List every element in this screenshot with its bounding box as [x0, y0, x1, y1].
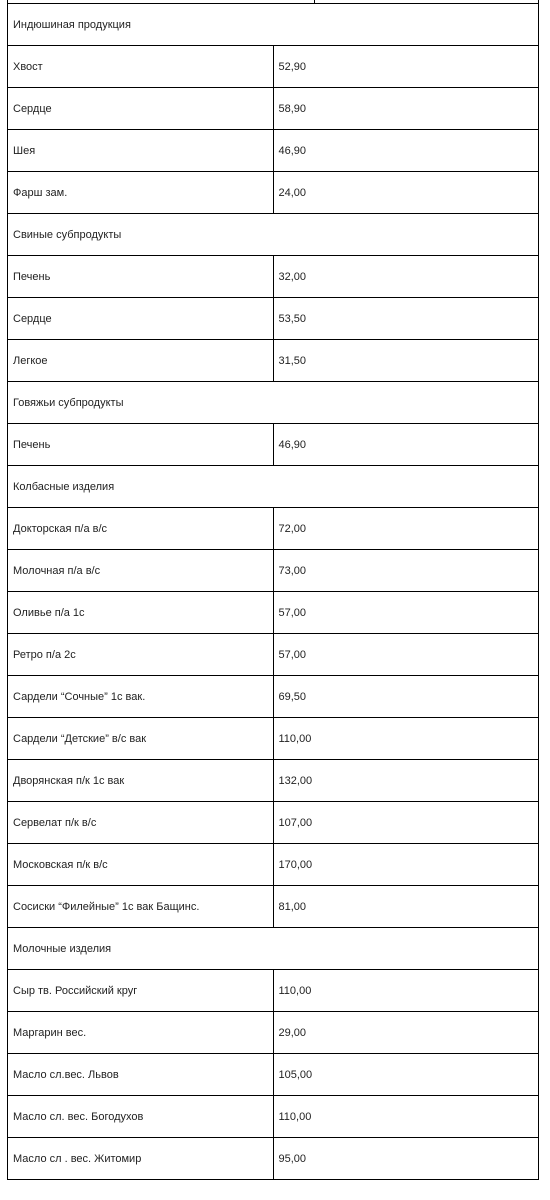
product-name-cell: Сосиски “Филейные” 1с вак Бащинс. — [8, 886, 274, 928]
product-price-cell: 52,90 — [273, 46, 539, 88]
section-header-row — [8, 382, 539, 424]
table-row — [8, 802, 539, 844]
table-row — [8, 970, 539, 1012]
section-header-row — [8, 466, 539, 508]
section-header-row — [8, 214, 539, 256]
section-title: Индюшиная продукция — [8, 4, 539, 46]
product-name-cell: Печень — [8, 424, 274, 466]
product-price-cell: 46,90 — [273, 130, 539, 172]
table-row — [8, 88, 539, 130]
section-title: Говяжьи субпродукты — [8, 382, 539, 424]
table-row — [8, 1054, 539, 1096]
table-row — [8, 256, 539, 298]
product-name-cell: Сервелат п/к в/с — [8, 802, 274, 844]
section-header-row — [8, 928, 539, 970]
table-row — [8, 550, 539, 592]
product-price-cell: 24,00 — [273, 172, 539, 214]
table-row — [8, 634, 539, 676]
product-name-cell: Сердце — [8, 298, 274, 340]
product-name-cell: Шея — [8, 130, 274, 172]
product-price-cell: 31,50 — [273, 340, 539, 382]
table-row — [8, 1096, 539, 1138]
product-price-cell: 46,90 — [273, 424, 539, 466]
product-price-cell: 58,90 — [273, 88, 539, 130]
table-row — [8, 172, 539, 214]
table-row — [8, 592, 539, 634]
product-name-cell: Фарш зам. — [8, 172, 274, 214]
table-row — [8, 340, 539, 382]
product-price-cell: 32,00 — [273, 256, 539, 298]
product-price-cell: 170,00 — [273, 844, 539, 886]
table-row — [8, 1138, 539, 1180]
product-price-cell: 53,50 — [273, 298, 539, 340]
product-name-cell: Московская п/к в/с — [8, 844, 274, 886]
product-name-cell: Докторская п/а в/с — [8, 508, 274, 550]
product-price-cell: 95,00 — [273, 1138, 539, 1180]
product-name-cell: Маргарин вес. — [8, 1012, 274, 1054]
product-price-cell: 73,00 — [273, 550, 539, 592]
table-row — [8, 844, 539, 886]
product-name-cell: Сердце — [8, 88, 274, 130]
table-row — [8, 718, 539, 760]
product-name-cell: Хвост — [8, 46, 274, 88]
product-name-cell: Сардели “Детские” в/с вак — [8, 718, 274, 760]
section-title: Молочные изделия — [8, 928, 539, 970]
product-name-cell: Масло сл . вес. Житомир — [8, 1138, 274, 1180]
section-header-row — [8, 4, 539, 46]
product-price-cell: 110,00 — [273, 970, 539, 1012]
table-row — [8, 424, 539, 466]
product-name-cell: Масло сл. вес. Богодухов — [8, 1096, 274, 1138]
price-table-body — [8, 4, 539, 1180]
table-row — [8, 130, 539, 172]
product-price-cell: 110,00 — [273, 718, 539, 760]
section-title: Свиные субпродукты — [8, 214, 539, 256]
table-row — [8, 298, 539, 340]
product-name-cell: Легкое — [8, 340, 274, 382]
table-row — [8, 46, 539, 88]
table-row — [8, 676, 539, 718]
product-name-cell: Печень — [8, 256, 274, 298]
product-price-cell: 110,00 — [273, 1096, 539, 1138]
table-row — [8, 1012, 539, 1054]
table-row — [8, 508, 539, 550]
product-price-cell: 57,00 — [273, 592, 539, 634]
product-name-cell: Сардели “Сочные” 1с вак. — [8, 676, 274, 718]
section-title: Колбасные изделия — [8, 466, 539, 508]
product-price-cell: 81,00 — [273, 886, 539, 928]
product-name-cell: Сыр тв. Российский круг — [8, 970, 274, 1012]
product-price-cell: 29,00 — [273, 1012, 539, 1054]
table-row — [8, 886, 539, 928]
table-row — [8, 760, 539, 802]
product-name-cell: Масло сл.вес. Львов — [8, 1054, 274, 1096]
price-table — [7, 3, 539, 1180]
product-price-cell: 132,00 — [273, 760, 539, 802]
product-price-cell: 105,00 — [273, 1054, 539, 1096]
product-name-cell: Ретро п/а 2с — [8, 634, 274, 676]
product-name-cell: Дворянская п/к 1с вак — [8, 760, 274, 802]
product-name-cell: Молочная п/а в/с — [8, 550, 274, 592]
product-price-cell: 69,50 — [273, 676, 539, 718]
product-name-cell: Оливье п/а 1с — [8, 592, 274, 634]
product-price-cell: 57,00 — [273, 634, 539, 676]
product-price-cell: 107,00 — [273, 802, 539, 844]
product-price-cell: 72,00 — [273, 508, 539, 550]
